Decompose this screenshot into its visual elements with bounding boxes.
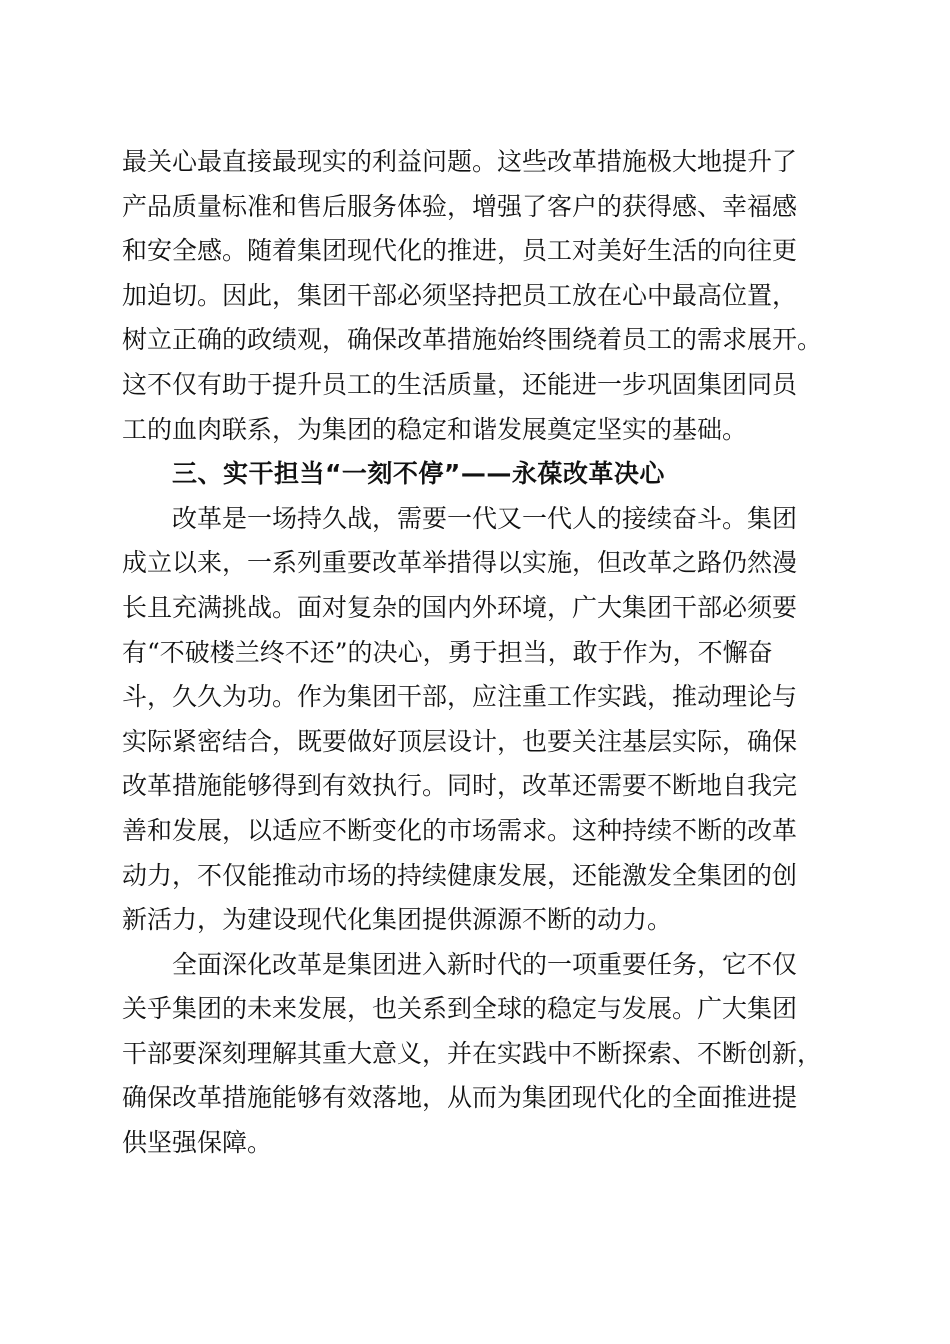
text-line: 和安全感。随着集团现代化的推进，员工对美好生活的向往更	[122, 236, 798, 266]
text-line: 新活力，为建设现代化集团提供源源不断的动力。	[122, 905, 673, 935]
paragraph-1	[122, 140, 842, 452]
text-line: 斗，久久为功。作为集团干部，应注重工作实践，推动理论与	[122, 682, 798, 712]
text-line: 供坚强保障。	[122, 1128, 273, 1158]
text-line: 有“不破楼兰终不还”的决心，勇于担当，敢于作为，不懈奋	[122, 637, 773, 667]
paragraph-3	[122, 943, 842, 1166]
text-line: 关乎集团的未来发展，也关系到全球的稳定与发展。广大集团	[122, 994, 798, 1024]
text-line: 加迫切。因此，集团干部必须坚持把员工放在心中最高位置，	[122, 280, 798, 310]
text-line: 全面深化改革是集团进入新时代的一项重要任务，它不仅	[172, 949, 798, 979]
document-body	[122, 140, 842, 1166]
text-line: 长且充满挑战。面对复杂的国内外环境，广大集团干部必须要	[122, 592, 798, 622]
text-line: 改革是一场持久战，需要一代又一代人的接续奋斗。集团	[172, 503, 798, 533]
text-line: 善和发展，以适应不断变化的市场需求。这种持续不断的改革	[122, 815, 798, 845]
text-line: 动力，不仅能推动市场的持续健康发展，还能激发全集团的创	[122, 860, 798, 890]
text-line: 成立以来，一系列重要改革举措得以实施，但改革之路仍然漫	[122, 548, 798, 578]
paragraph-2	[122, 497, 842, 943]
text-line: 这不仅有助于提升员工的生活质量，还能进一步巩固集团同员	[122, 369, 798, 399]
text-line: 树立正确的政绩观，确保改革措施始终围绕着员工的需求展开。	[122, 325, 823, 355]
section-heading: 三、实干担当“一刻不停”——永葆改革决心	[172, 459, 665, 489]
text-line: 确保改革措施能够有效落地，从而为集团现代化的全面推进提	[122, 1083, 798, 1113]
text-line: 工的血肉联系，为集团的稳定和谐发展奠定坚实的基础。	[122, 414, 748, 444]
text-line: 干部要深刻理解其重大意义，并在实践中不断探索、不断创新，	[122, 1038, 823, 1068]
text-line: 最关心最直接最现实的利益问题。这些改革措施极大地提升了	[122, 147, 798, 176]
text-line: 实际紧密结合，既要做好顶层设计，也要关注基层实际，确保	[122, 726, 798, 756]
text-line: 改革措施能够得到有效执行。同时，改革还需要不断地自我完	[122, 771, 798, 801]
text-line: 产品质量标准和售后服务体验，增强了客户的获得感、幸福感	[122, 191, 798, 221]
